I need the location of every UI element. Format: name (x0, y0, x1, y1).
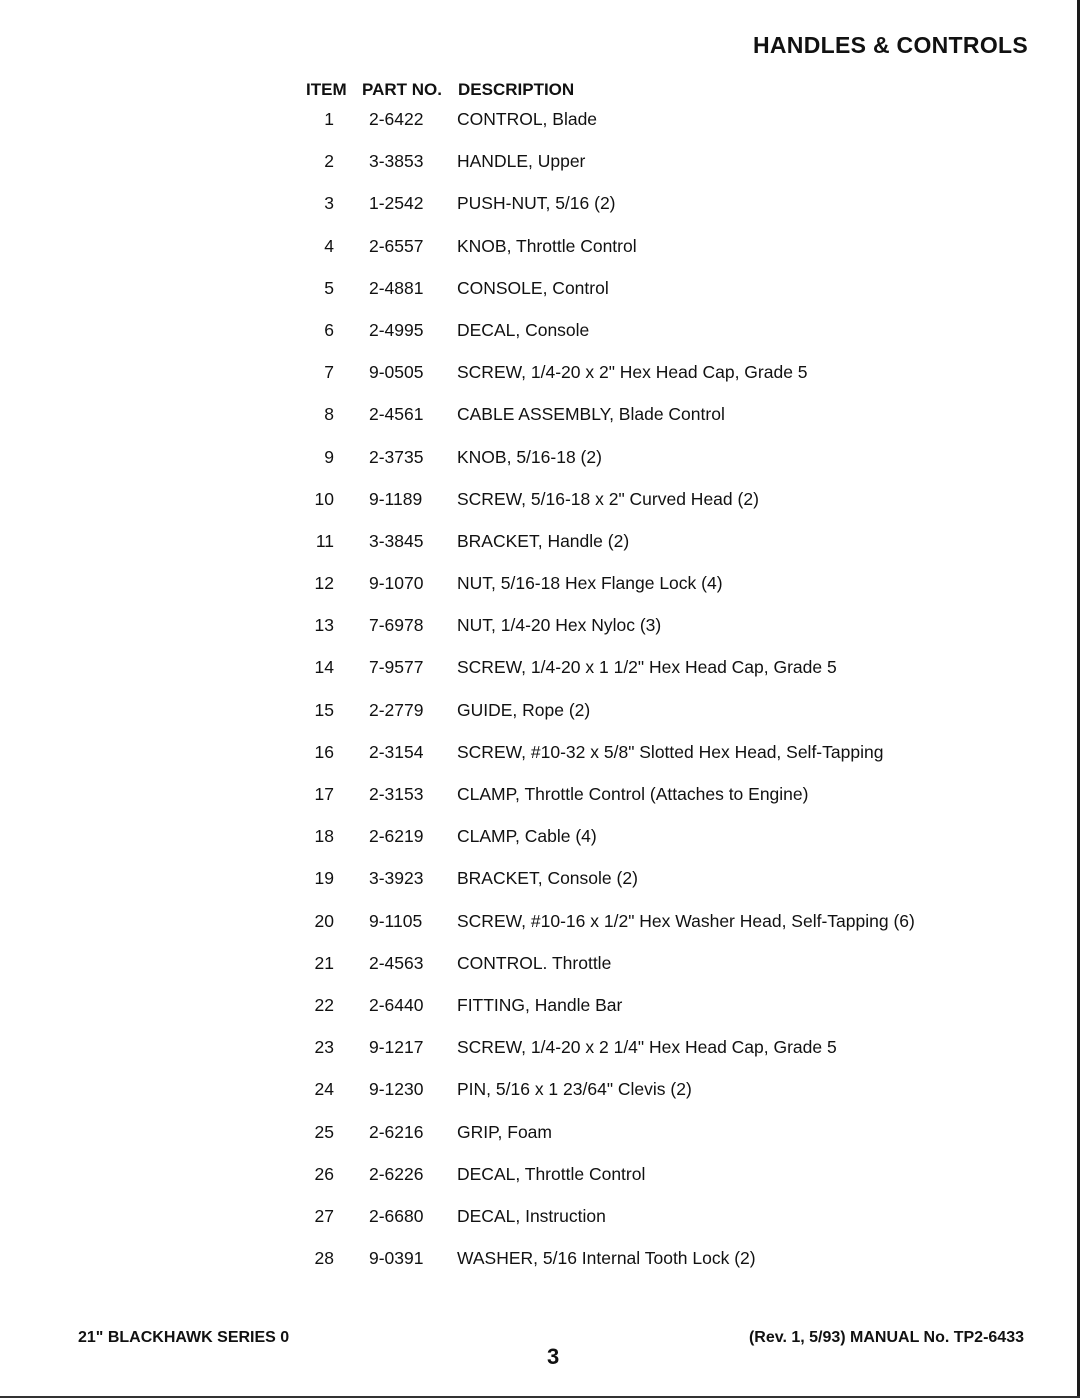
part-number: 2-4561 (369, 404, 424, 425)
table-row (0, 1077, 1080, 1119)
footer-model: 21" BLACKHAWK SERIES 0 (78, 1329, 290, 1346)
part-description: DECAL, Console (457, 319, 590, 340)
table-row (0, 613, 1080, 655)
part-description: PUSH-NUT, 5/16 (2) (457, 193, 616, 214)
part-number: 2-6216 (369, 1121, 424, 1142)
item-number: 21 (314, 952, 334, 973)
part-description: CABLE ASSEMBLY, Blade Control (457, 404, 725, 425)
parts-list (0, 107, 1080, 1288)
table-row (0, 191, 1080, 233)
part-number: 2-6219 (369, 826, 424, 847)
table-row (0, 360, 1080, 402)
part-description: SCREW, 5/16-18 x 2" Curved Head (2) (457, 488, 759, 509)
part-description: BRACKET, Handle (2) (457, 530, 630, 551)
column-header-part-no: PART NO. (362, 80, 442, 99)
part-description: PIN, 5/16 x 1 23/64" Clevis (2) (457, 1079, 692, 1100)
part-description: SCREW, #10-32 x 5/8" Slotted Hex Head, Self-Tapping (457, 741, 884, 762)
part-description: FITTING, Handle Bar (457, 994, 623, 1015)
part-number: 9-1070 (369, 573, 424, 594)
part-description: SCREW, 1/4-20 x 2 1/4" Hex Head Cap, Grade 5 (457, 1037, 837, 1058)
part-number: 9-0391 (369, 1248, 424, 1269)
table-row (0, 655, 1080, 697)
table-row (0, 909, 1080, 951)
item-number: 13 (314, 615, 334, 636)
item-number: 27 (314, 1205, 334, 1226)
part-number: 7-6978 (369, 615, 424, 636)
part-number: 7-9577 (369, 657, 424, 678)
part-description: NUT, 1/4-20 Hex Nyloc (3) (457, 615, 662, 636)
part-description: DECAL, Throttle Control (457, 1163, 646, 1184)
item-number: 22 (314, 994, 334, 1015)
item-number: 11 (315, 530, 334, 551)
part-number: 2-6422 (369, 109, 424, 129)
table-row (0, 149, 1080, 191)
table-row (0, 234, 1080, 276)
item-number: 17 (314, 784, 334, 804)
part-description: NUT, 5/16-18 Hex Flange Lock (4) (457, 573, 723, 594)
part-description: GUIDE, Rope (2) (457, 699, 591, 720)
table-row (0, 993, 1080, 1035)
item-number: 12 (314, 573, 334, 594)
table-row (0, 445, 1080, 487)
part-number: 3-3923 (369, 868, 424, 889)
part-description: KNOB, Throttle Control (457, 235, 637, 256)
table-row (0, 1204, 1080, 1246)
table-row (0, 529, 1080, 571)
part-description: CLAMP, Cable (4) (457, 826, 597, 847)
table-row (0, 1035, 1080, 1077)
part-description: CLAMP, Throttle Control (Attaches to Engine) (457, 784, 809, 804)
table-row (0, 571, 1080, 613)
column-header-item: ITEM (306, 80, 347, 99)
table-row (0, 318, 1080, 360)
part-number: 2-2779 (369, 699, 424, 720)
part-number: 2-6680 (369, 1205, 424, 1226)
item-number: 25 (314, 1121, 334, 1142)
item-number: 10 (314, 488, 334, 509)
column-header-description: DESCRIPTION (458, 80, 575, 99)
part-number: 9-1105 (369, 910, 423, 931)
table-row (0, 740, 1080, 782)
part-number: 2-4995 (369, 319, 424, 340)
table-row (0, 1120, 1080, 1162)
part-number: 9-1230 (369, 1079, 424, 1100)
part-number: 2-6226 (369, 1163, 424, 1184)
part-description: HANDLE, Upper (457, 151, 586, 172)
table-row (0, 698, 1080, 740)
table-row (0, 951, 1080, 993)
part-description: WASHER, 5/16 Internal Tooth Lock (2) (457, 1248, 756, 1269)
item-number: 18 (314, 826, 334, 847)
table-row (0, 1246, 1080, 1288)
part-description: CONSOLE, Control (457, 277, 609, 298)
item-number: 3 (324, 193, 334, 214)
item-number: 5 (324, 277, 334, 298)
part-number: 3-3845 (369, 530, 424, 551)
table-row (0, 107, 1080, 149)
footer-manual-number: (Rev. 1, 5/93) MANUAL No. TP2-6433 (748, 1329, 1024, 1346)
part-description: CONTROL, Blade (457, 109, 598, 129)
part-number: 9-1189 (369, 488, 423, 509)
table-row (0, 782, 1080, 824)
part-description: DECAL, Instruction (457, 1205, 606, 1226)
table-row (0, 1162, 1080, 1204)
table-row (0, 276, 1080, 318)
item-number: 9 (324, 446, 334, 467)
item-number: 19 (314, 868, 334, 889)
part-description: BRACKET, Console (2) (457, 868, 638, 889)
table-row (0, 402, 1080, 444)
part-number: 2-6557 (369, 235, 424, 256)
table-row (0, 487, 1080, 529)
part-description: SCREW, 1/4-20 x 2" Hex Head Cap, Grade 5 (457, 362, 808, 383)
item-number: 15 (314, 699, 334, 720)
item-number: 7 (324, 362, 334, 383)
item-number: 16 (314, 741, 334, 762)
item-number: 28 (314, 1248, 334, 1269)
part-number: 2-3153 (369, 784, 424, 804)
table-row (0, 824, 1080, 866)
item-number: 6 (324, 319, 334, 340)
part-description: SCREW, #10-16 x 1/2" Hex Washer Head, Self-Tapping (6) (457, 910, 915, 931)
item-number: 14 (314, 657, 334, 678)
part-number: 9-1217 (369, 1037, 424, 1058)
page-number: 3 (547, 1344, 560, 1369)
item-number: 4 (324, 235, 334, 256)
part-number: 3-3853 (369, 151, 424, 172)
part-number: 9-0505 (369, 362, 424, 383)
part-number: 2-3154 (369, 741, 424, 762)
part-number: 1-2542 (369, 193, 424, 214)
part-number: 2-6440 (369, 994, 424, 1015)
part-description: KNOB, 5/16-18 (2) (457, 446, 602, 467)
part-number: 2-4881 (369, 277, 424, 298)
item-number: 2 (324, 151, 334, 172)
part-number: 2-4563 (369, 952, 424, 973)
item-number: 20 (314, 910, 334, 931)
item-number: 23 (314, 1037, 334, 1058)
part-description: CONTROL. Throttle (457, 952, 612, 973)
page-title: HANDLES & CONTROLS (752, 32, 1028, 58)
item-number: 26 (314, 1163, 334, 1184)
part-description: GRIP, Foam (457, 1121, 552, 1142)
item-number: 1 (324, 109, 334, 129)
part-number: 2-3735 (369, 446, 424, 467)
table-row (0, 866, 1080, 908)
item-number: 24 (314, 1079, 334, 1100)
part-description: SCREW, 1/4-20 x 1 1/2" Hex Head Cap, Grade 5 (457, 657, 837, 678)
item-number: 8 (324, 404, 334, 425)
